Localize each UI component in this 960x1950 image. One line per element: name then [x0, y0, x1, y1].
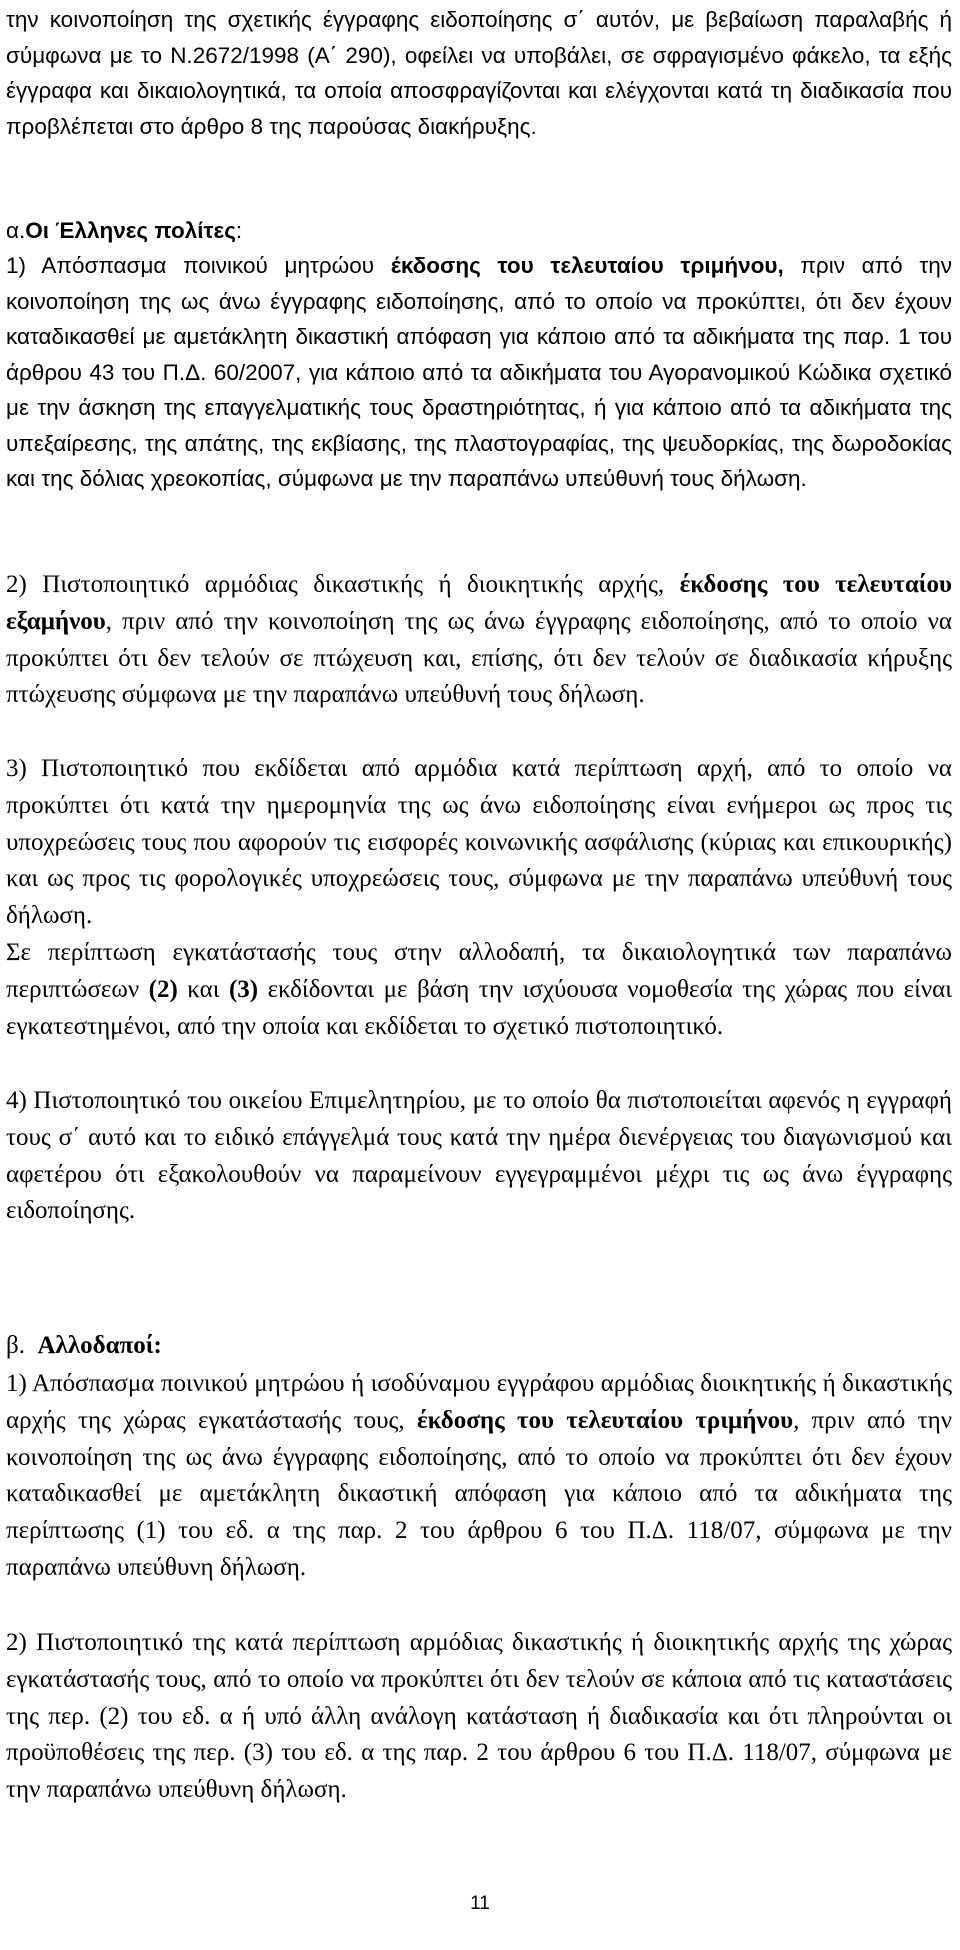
page-number: 11 [470, 1893, 490, 1914]
intro-paragraph: την κοινοποίηση της σχετικής έγγραφης ειδοποίησης σ΄ αυτόν, με βεβαίωση παραλαβής ή σύμφωνα με το Ν.2672/1998 (Α΄ 290), οφείλει να υποβάλει, σε σφραγισμένο φάκελο, τα εξής έγγραφα και δικαιολογητικά, τα οποία αποσφραγίζονται και ελέγχονται κατά τη διαδικασία που προβλέπεται στο άρθρο 8 της παρούσας διακήρυξης. [6, 7, 952, 139]
section-b-item-2: 2) Πιστοποιητικό της κατά περίπτωση αρμόδιας δικαστικής ή διοικητικής αρχής της χώρας εγκατάστασής τους, από το οποίο να προκύπτει ότι δεν τελούν σε κάποια από τις καταστάσεις της περ. (2) του εδ. α ή υπό άλλη ανάλογη κατάσταση ή διαδικασία και ότι πληρούνται οι προϋποθέσεις της περ. (3) του εδ. α της παρ. 2 του άρθρου 6 του Π.Δ. 118/07, σύμφωνα με την παραπάνω υπεύθυνη δήλωση. [6, 1629, 952, 1804]
item-emphasis: έκδοσης του τελευταίου τριμήνου, [390, 253, 784, 278]
item-text: , πριν από την κοινοποίηση της ως άνω έγγραφης ειδοποίησης, από το οποίο να προκύπτει ότι δεν τελούν σε πτώχευση και, επίσης, ότι δεν τελούν σε διαδικασία κήρυξης πτώχευσης σύμφωνα με την παραπάνω υπεύθυνή τους δήλωση. [6, 607, 952, 709]
item-text: πριν από την κοινοποίηση της ως άνω έγγραφης ειδοποίησης, από το οποίο να προκύπτει, ότι δεν έχουν καταδικασθεί με αμετάκλητη δικαστική απόφαση για κάποιο από τα αδικήματα της παρ. 1 του άρθρου 43 του Π.Δ. 60/2007, για κάποιο από τα αδικήματα του Αγορανομικού Κώδικα σχετικό με την άσκηση της επαγγελματικής τους δραστηριότητας, ή για κάποιο από τα αδικήματα της υπεξαίρεσης, της απάτης, της εκβίασης, της πλαστογραφίας, της ψευδορκίας, της δωροδοκίας και της δόλιας χρεοκοπίας, σύμφωνα με την παραπάνω υπεύθυνή τους δήλωση. [6, 253, 952, 491]
item-text: Σε περίπτωση εγκατάστασής τους στην αλλοδαπή, τα δικαιολογητικά των παραπάνω περιπτώσεων [6, 939, 952, 1003]
section-a-title: Οι Έλληνες πολίτες [25, 218, 236, 243]
section-b-prefix: β. [6, 1332, 25, 1359]
section-a-abroad-note [6, 935, 952, 1045]
item-emphasis: (3) [228, 975, 259, 1003]
item-text: 2) Πιστοποιητικό αρμόδιας δικαστικής ή διοικητικής αρχής, [6, 571, 680, 598]
section-b-heading [6, 1328, 162, 1364]
section-b-title: Αλλοδαποί: [37, 1332, 162, 1359]
item-text: 1) Απόσπασμα ποινικού μητρώου [6, 253, 391, 278]
section-a-item-1 [6, 248, 952, 497]
section-a-item-3: 3) Πιστοποιητικό που εκδίδεται από αρμόδια κατά περίπτωση αρχή, από το οποίο να προκύπτει ότι κατά την ημερομηνία της ως άνω ειδοποίησης είναι ενήμεροι ως προς τις υποχρεώσεις τους που αφορούν τις εισφορές κοινωνικής ασφάλισης (κύριας και επικουρικής) και ως προς τις φορολογικές υποχρεώσεις τους, σύμφωνα με την παραπάνω υπεύθυνή τους δήλωση. [6, 755, 952, 930]
section-a-title-suffix: : [235, 218, 243, 243]
section-b-item-1 [6, 1366, 952, 1587]
item-text: εκδίδονται με βάση την ισχύουσα νομοθεσία της χώρας που είναι εγκατεστημένοι, από την οποία και εκδίδεται το σχετικό πιστοποιητικό. [6, 975, 952, 1040]
item-text: και [177, 975, 229, 1003]
section-a-item-2 [6, 567, 952, 714]
item-emphasis: έκδοσης του τελευταίου τριμήνου [416, 1406, 794, 1434]
item-emphasis: (2) [148, 975, 178, 1003]
section-a-heading [6, 213, 242, 248]
item-text: 1) Απόσπασμα ποινικού μητρώου ή ισοδύναμου εγγράφου αρμόδιας διοικητικής ή δικαστικής αρχής της χώρας εγκατάστασής τους, [6, 1370, 952, 1434]
item-text: , πριν από την κοινοποίηση της ως άνω έγγραφης ειδοποίησης, από το οποίο να προκύπτει ότι δεν έχουν καταδικασθεί με αμετάκλητη δικαστική απόφαση για κάποιο από τα αδικήματα της περίπτωσης (1) του εδ. α της παρ. 2 του άρθρου 6 του Π.Δ. 118/07, σύμφωνα με την παραπάνω υπεύθυνη δήλωση. [6, 1406, 952, 1581]
section-a-prefix: α. [6, 218, 26, 243]
section-a-item-4: 4) Πιστοποιητικό του οικείου Επιμελητηρίου, με το οποίο θα πιστοποιείται αφενός η εγγραφή τους σ΄ αυτό και το ειδικό επάγγελμά τους κατά την ημέρα διενέργειας του διαγωνισμού και αφετέρου ότι εξακολουθούν να παραμείνουν εγγεγραμμένοι μέχρι τις ως άνω έγγραφης ειδοποίησης. [6, 1087, 952, 1225]
item-emphasis: έκδοσης του τελευταίου εξαμήνου [6, 571, 952, 635]
